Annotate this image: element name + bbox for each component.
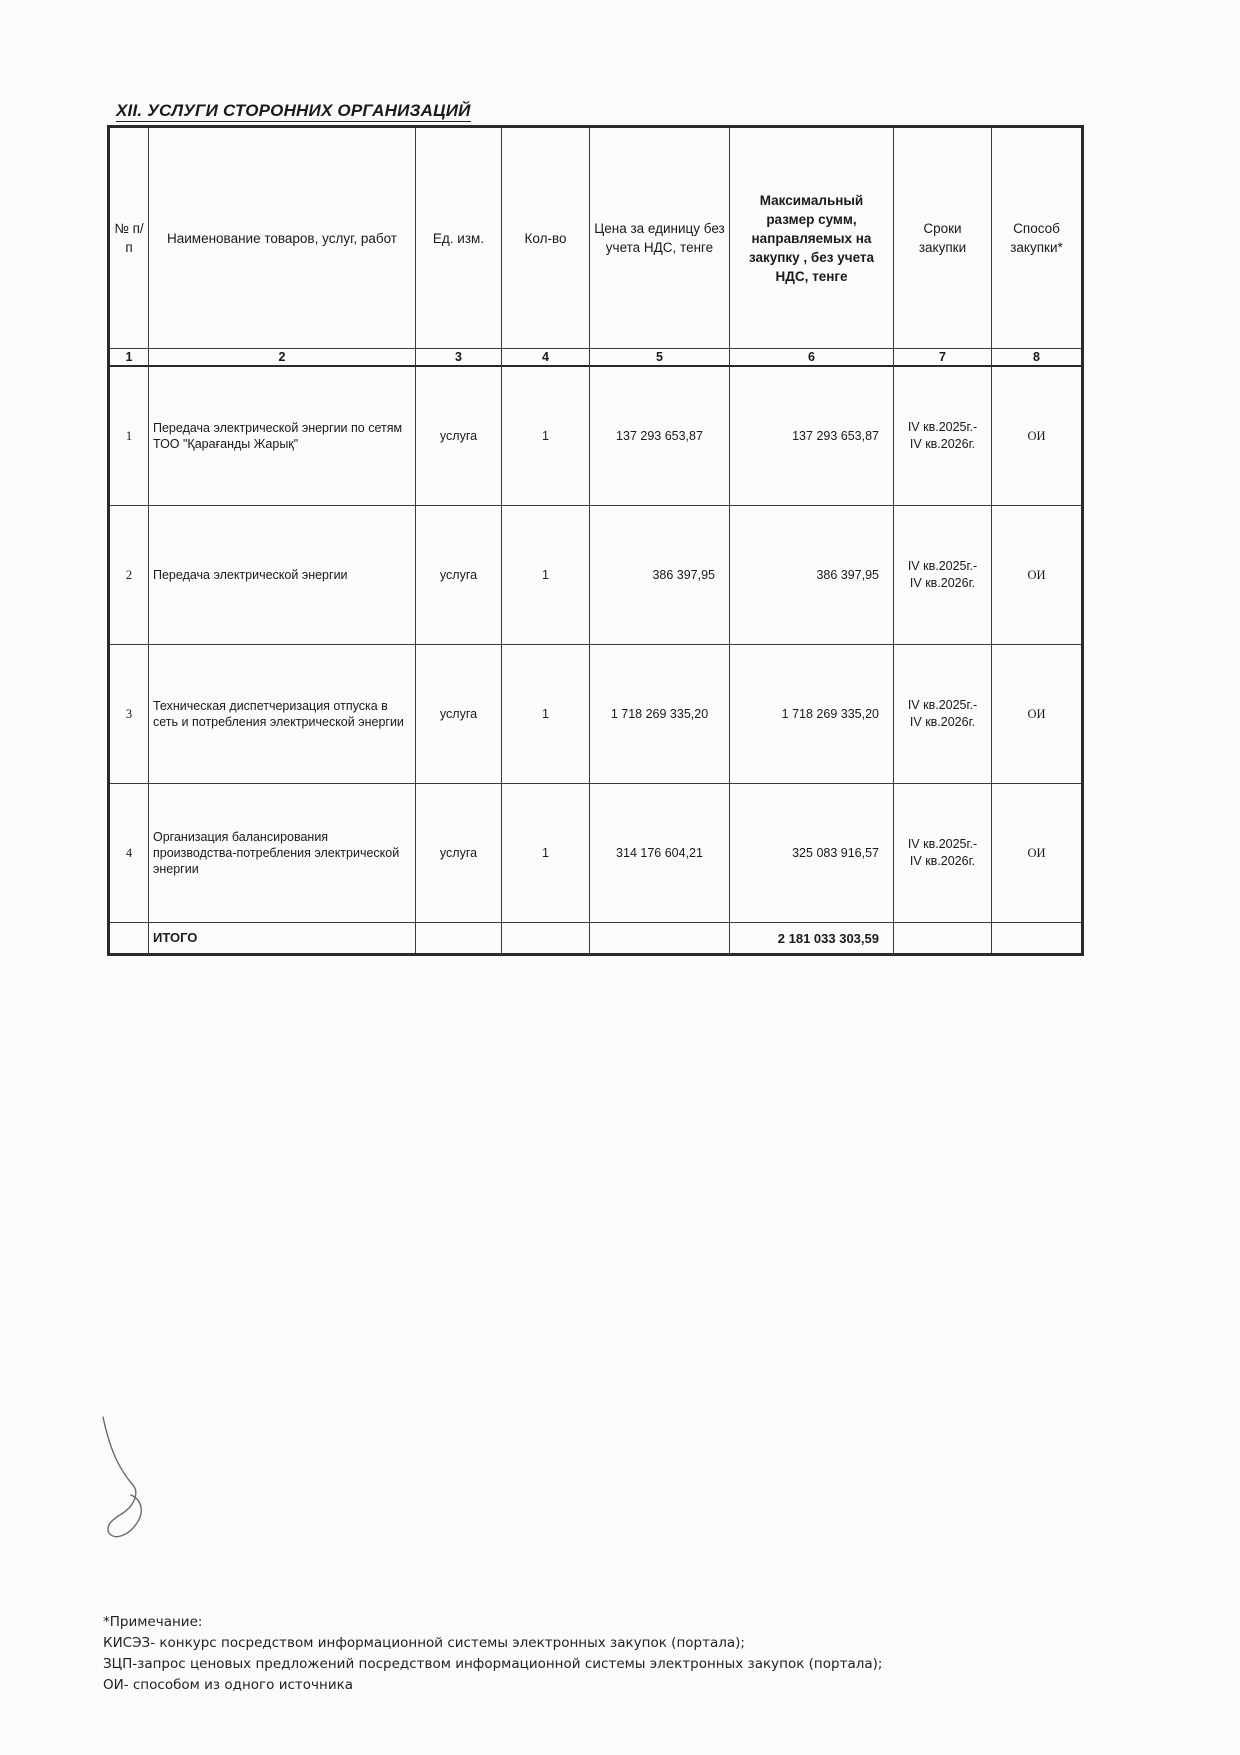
row-period bbox=[894, 366, 992, 506]
total-label: ИТОГО bbox=[149, 923, 416, 955]
row-period-start: IV кв.2025г.- bbox=[907, 420, 978, 434]
row-method: ОИ bbox=[992, 784, 1083, 923]
table-row bbox=[109, 506, 1083, 645]
footnote-line: ЗЦП-запрос ценовых предложений посредством информационной системы электронных закупок (портала); bbox=[103, 1656, 883, 1672]
row-period-start: IV кв.2025г.- bbox=[907, 837, 978, 851]
column-number: 8 bbox=[992, 349, 1083, 367]
total-empty-cell bbox=[502, 923, 590, 955]
row-qty: 1 bbox=[502, 784, 590, 923]
row-price: 137 293 653,87 bbox=[590, 366, 730, 506]
header-cell-method: Способ закупки* bbox=[992, 127, 1083, 349]
row-number: 2 bbox=[109, 506, 149, 645]
row-max-sum: 137 293 653,87 bbox=[730, 366, 894, 506]
signature-image bbox=[95, 1415, 175, 1555]
row-period-end: IV кв.2026г. bbox=[909, 576, 976, 590]
header-cell-max-sum: Максимальный размер сумм, направляемых на закупку , без учета НДС, тенге bbox=[730, 127, 894, 349]
footnote-line: КИСЭЗ- конкурс посредством информационной системы электронных закупок (портала); bbox=[103, 1635, 745, 1651]
row-period-end: IV кв.2026г. bbox=[909, 854, 976, 868]
row-name: Организация балансирования производства-потребления электрической энергии bbox=[149, 784, 416, 923]
header-cell-period: Сроки закупки bbox=[894, 127, 992, 349]
footnote-line: ОИ- способом из одного источника bbox=[103, 1677, 354, 1693]
row-period-end: IV кв.2026г. bbox=[909, 715, 976, 729]
header-cell-unit: Ед. изм. bbox=[416, 127, 502, 349]
column-number: 4 bbox=[502, 349, 590, 367]
section-title: XII. УСЛУГИ СТОРОННИХ ОРГАНИЗАЦИЙ bbox=[116, 101, 471, 120]
row-method: ОИ bbox=[992, 645, 1083, 784]
footnote-title: *Примечание: bbox=[103, 1614, 203, 1630]
row-name: Техническая диспетчеризация отпуска в сеть и потребления электрической энергии bbox=[149, 645, 416, 784]
row-method: ОИ bbox=[992, 506, 1083, 645]
total-row bbox=[109, 923, 1083, 955]
total-empty-cell bbox=[894, 923, 992, 955]
header-cell-price: Цена за единицу без учета НДС, тенге bbox=[590, 127, 730, 349]
row-price: 386 397,95 bbox=[590, 506, 730, 645]
column-number: 5 bbox=[590, 349, 730, 367]
row-qty: 1 bbox=[502, 366, 590, 506]
row-max-sum: 1 718 269 335,20 bbox=[730, 645, 894, 784]
row-price: 1 718 269 335,20 bbox=[590, 645, 730, 784]
table-row bbox=[109, 784, 1083, 923]
row-qty: 1 bbox=[502, 506, 590, 645]
row-number: 1 bbox=[109, 366, 149, 506]
table-row bbox=[109, 366, 1083, 506]
row-unit: услуга bbox=[416, 366, 502, 506]
total-empty-cell bbox=[109, 923, 149, 955]
table-row bbox=[109, 645, 1083, 784]
row-max-sum: 386 397,95 bbox=[730, 506, 894, 645]
footnote bbox=[103, 1612, 882, 1696]
column-number-row bbox=[109, 349, 1083, 367]
row-unit: услуга bbox=[416, 645, 502, 784]
header-row bbox=[109, 127, 1083, 349]
column-number: 6 bbox=[730, 349, 894, 367]
total-empty-cell bbox=[590, 923, 730, 955]
header-cell-num: № п/п bbox=[109, 127, 149, 349]
total-empty-cell bbox=[416, 923, 502, 955]
row-period bbox=[894, 645, 992, 784]
row-unit: услуга bbox=[416, 784, 502, 923]
row-number: 3 bbox=[109, 645, 149, 784]
row-period bbox=[894, 506, 992, 645]
row-period-end: IV кв.2026г. bbox=[909, 437, 976, 451]
column-number: 3 bbox=[416, 349, 502, 367]
total-value: 2 181 033 303,59 bbox=[730, 923, 894, 955]
row-qty: 1 bbox=[502, 645, 590, 784]
row-unit: услуга bbox=[416, 506, 502, 645]
row-max-sum: 325 083 916,57 bbox=[730, 784, 894, 923]
header-cell-name: Наименование товаров, услуг, работ bbox=[149, 127, 416, 349]
row-period-start: IV кв.2025г.- bbox=[907, 559, 978, 573]
row-period bbox=[894, 784, 992, 923]
row-method: ОИ bbox=[992, 366, 1083, 506]
row-price: 314 176 604,21 bbox=[590, 784, 730, 923]
row-name: Передача электрической энергии по сетям ТОО "Қарағанды Жарық" bbox=[149, 366, 416, 506]
services-table bbox=[107, 125, 1084, 956]
header-cell-qty: Кол-во bbox=[502, 127, 590, 349]
column-number: 1 bbox=[109, 349, 149, 367]
row-number: 4 bbox=[109, 784, 149, 923]
column-number: 2 bbox=[149, 349, 416, 367]
row-period-start: IV кв.2025г.- bbox=[907, 698, 978, 712]
row-name: Передача электрической энергии bbox=[149, 506, 416, 645]
total-empty-cell bbox=[992, 923, 1083, 955]
column-number: 7 bbox=[894, 349, 992, 367]
